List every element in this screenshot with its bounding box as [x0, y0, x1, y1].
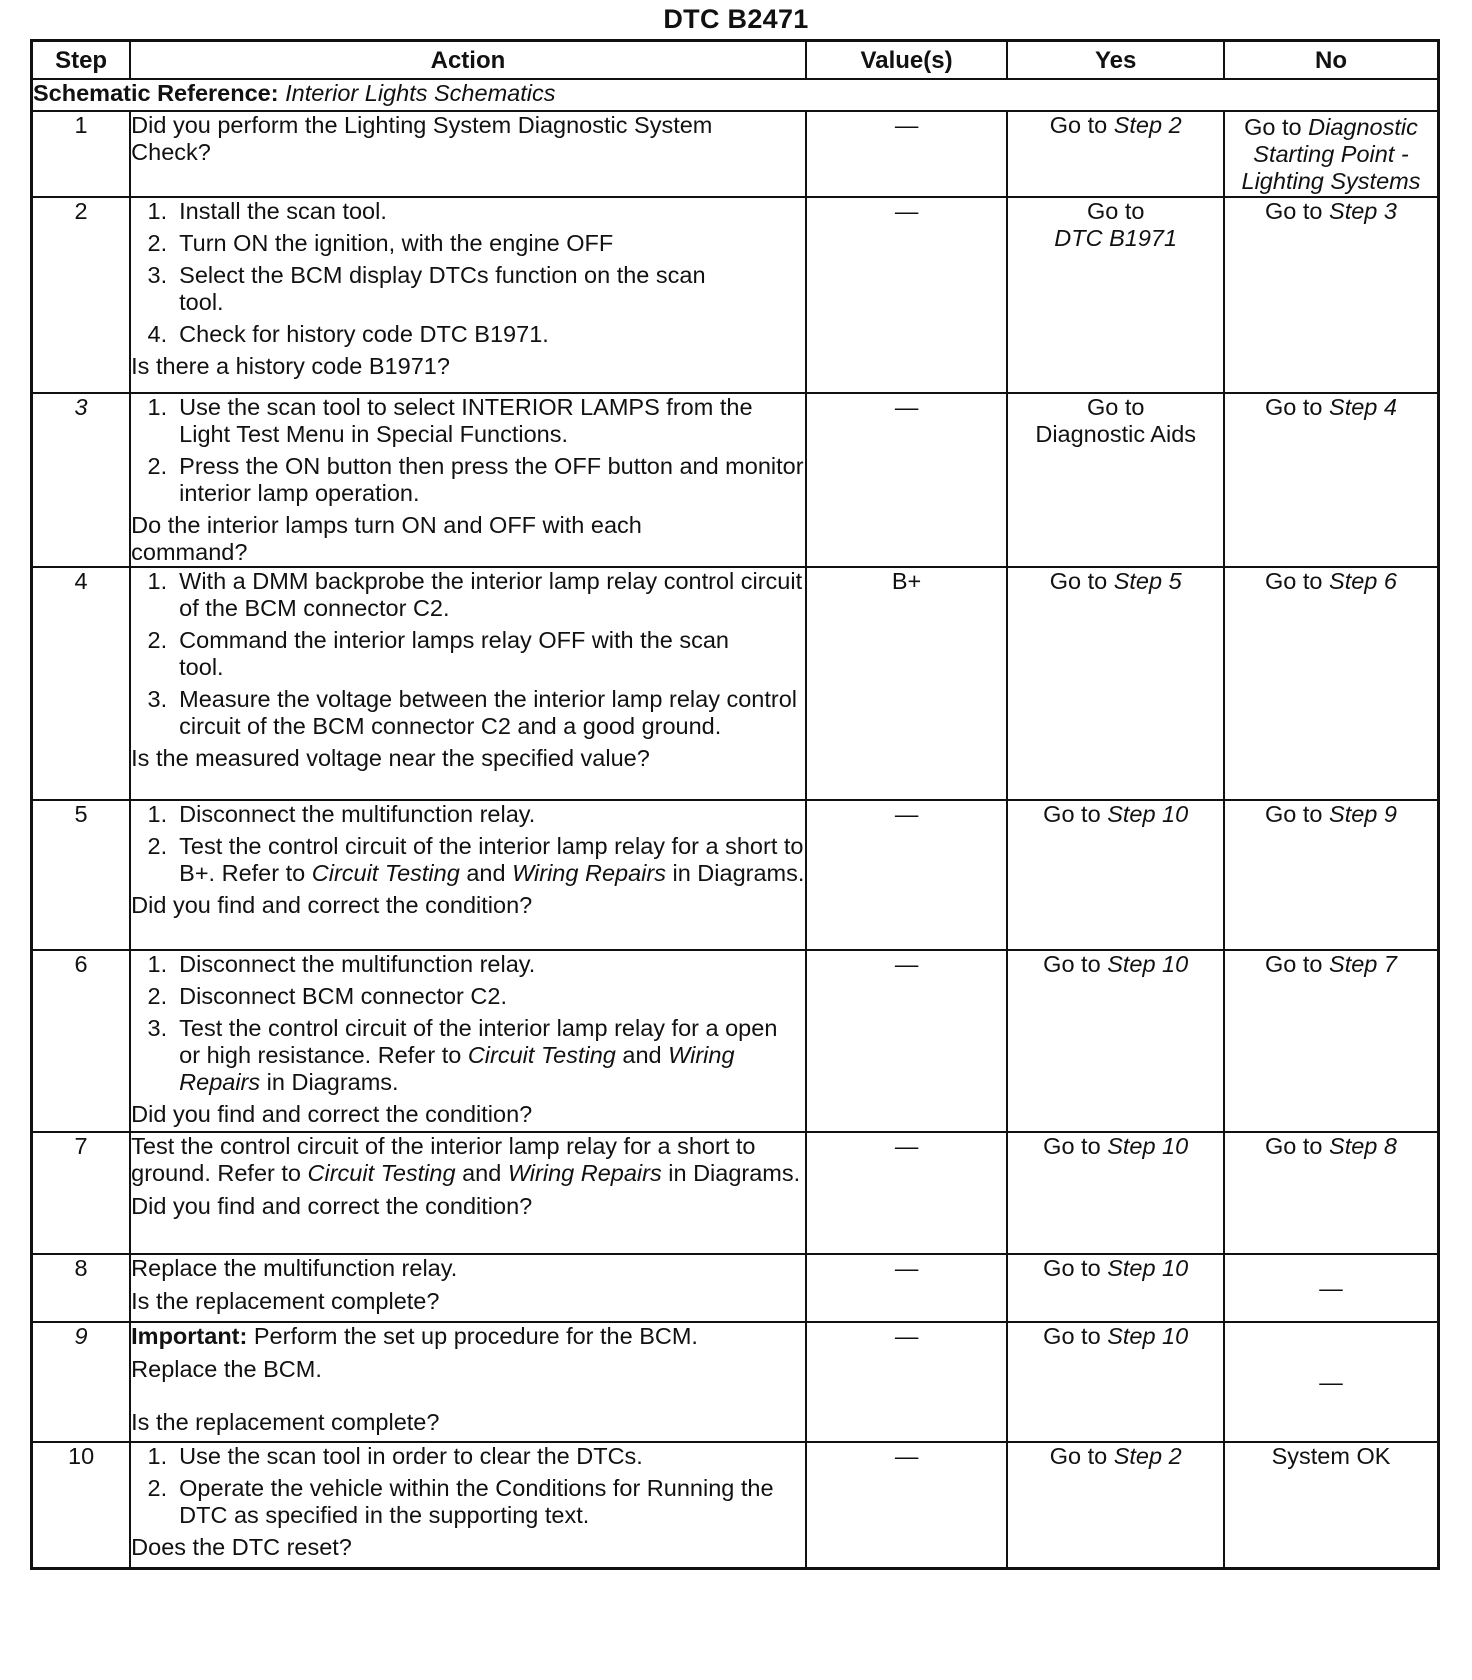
no-cell — [1224, 197, 1439, 393]
no-link[interactable]: Step 4 — [1329, 394, 1397, 420]
yes-link[interactable]: Step 10 — [1107, 951, 1189, 977]
yes-prefix: Go to — [1049, 568, 1108, 594]
reference-link[interactable]: Circuit Testing — [467, 1042, 616, 1068]
list-item: 2. Press the ON button then press the OFF button and monitor interior lamp operation. — [147, 453, 804, 506]
action-cell — [130, 950, 806, 1132]
action-question: Is there a history code B1971? — [131, 353, 450, 379]
value-cell: — — [806, 393, 1008, 567]
table-row — [32, 393, 1439, 567]
instruction-list — [131, 198, 805, 348]
action-question: Did you perform the Lighting System Diagnostic System Check? — [131, 112, 713, 165]
yes-link[interactable]: Step 5 — [1113, 568, 1182, 594]
yes-link[interactable]: Step 10 — [1107, 1133, 1189, 1159]
table-row — [32, 950, 1439, 1132]
yes-prefix: Go to — [1049, 112, 1108, 138]
value-cell: — — [806, 1442, 1008, 1568]
step-number: 3 — [32, 393, 131, 567]
reference-link[interactable]: Circuit Testing — [307, 1160, 456, 1186]
yes-cell — [1007, 1132, 1224, 1254]
no-prefix: Go to — [1265, 198, 1323, 224]
list-item: 2. Test the control circuit of the interior lamp relay for a short to B+. Refer to Circuit Testing and Wiring Repairs in Diagrams. — [147, 833, 805, 886]
no-cell: — — [1224, 1254, 1439, 1322]
list-item: 4. Check for history code DTC B1971. — [147, 321, 549, 347]
action-cell — [130, 567, 806, 800]
yes-cell — [1007, 567, 1224, 800]
no-prefix: Go to — [1265, 801, 1323, 827]
list-item: 2. Turn ON the ignition, with the engine OFF — [147, 230, 614, 256]
no-cell: System OK — [1224, 1442, 1439, 1568]
list-item: 1. Disconnect the multifunction relay. — [147, 801, 536, 827]
yes-prefix: Go to — [1043, 801, 1101, 827]
yes-prefix: Go to — [1049, 1443, 1108, 1469]
yes-cell — [1007, 950, 1224, 1132]
schematic-reference-link[interactable]: Interior Lights Schematics — [285, 80, 556, 106]
action-question: Is the replacement complete? — [131, 1288, 440, 1314]
action-paragraph: Test the control circuit of the interior lamp relay for a short to ground. Refer to Circuit Testing and Wiring Repairs in Diagrams. — [131, 1133, 801, 1186]
table-row — [32, 567, 1439, 800]
list-item: 2. Operate the vehicle within the Conditions for Running the DTC as specified in the supporting text. — [147, 1475, 774, 1528]
step-number: 9 — [32, 1322, 131, 1442]
yes-link[interactable]: Step 2 — [1113, 1443, 1182, 1469]
action-cell — [130, 111, 806, 197]
value-cell: B+ — [806, 567, 1008, 800]
yes-link[interactable]: Step 10 — [1107, 801, 1189, 827]
instruction-list — [131, 1443, 805, 1529]
reference-link[interactable]: Wiring Repairs — [512, 860, 666, 886]
value-cell: — — [806, 1132, 1008, 1254]
value-cell: — — [806, 1254, 1008, 1322]
reference-link[interactable]: Wiring Repairs — [507, 1160, 662, 1186]
no-cell — [1224, 567, 1439, 800]
action-cell — [130, 197, 806, 393]
list-item: 1. Install the scan tool. — [147, 198, 387, 224]
yes-cell — [1007, 197, 1224, 393]
step-number: 2 — [32, 197, 131, 393]
no-link[interactable]: Step 3 — [1329, 198, 1397, 224]
step-number: 1 — [32, 111, 131, 197]
action-line: Replace the BCM. — [131, 1356, 322, 1382]
table-row — [32, 197, 1439, 393]
instruction-list — [131, 568, 805, 740]
yes-cell — [1007, 393, 1224, 567]
column-header-action: Action — [130, 41, 806, 80]
important-note — [131, 1323, 805, 1350]
column-header-step: Step — [32, 41, 131, 80]
yes-prefix: Go to — [1043, 951, 1101, 977]
list-item: 2. Disconnect BCM connector C2. — [147, 983, 507, 1009]
action-cell — [130, 1322, 806, 1442]
reference-link[interactable]: Circuit Testing — [311, 860, 460, 886]
action-cell — [130, 1254, 806, 1322]
no-link[interactable]: Diagnostic Starting Point - Lighting Systems — [1241, 114, 1421, 194]
yes-cell — [1007, 1254, 1224, 1322]
document-title: DTC B2471 — [663, 4, 809, 34]
yes-cell — [1007, 1322, 1224, 1442]
no-prefix: Go to — [1265, 394, 1323, 420]
diagnostic-table — [30, 39, 1440, 1570]
list-item: 3. Test the control circuit of the interior lamp relay for a open or high resistance. Refer to Circuit Testing and Wiring Repairs in Diagrams. — [147, 1015, 778, 1095]
instruction-list — [131, 394, 805, 507]
action-cell — [130, 800, 806, 950]
no-cell — [1224, 800, 1439, 950]
no-cell: — — [1224, 1322, 1439, 1442]
no-prefix: Go to — [1265, 568, 1323, 594]
yes-link[interactable]: DTC B1971 — [1054, 225, 1178, 251]
reference-link[interactable]: Wiring Repairs — [179, 1042, 735, 1095]
value-cell: — — [806, 197, 1008, 393]
step-number: 6 — [32, 950, 131, 1132]
yes-cell — [1007, 1442, 1224, 1568]
no-link[interactable]: Step 6 — [1329, 568, 1397, 594]
schematic-reference-row — [32, 79, 1439, 111]
yes-cell — [1007, 800, 1224, 950]
column-header-values: Value(s) — [806, 41, 1008, 80]
yes-prefix: Go to — [1086, 198, 1145, 224]
step-number: 4 — [32, 567, 131, 800]
yes-link[interactable]: Step 10 — [1107, 1323, 1189, 1349]
no-prefix: Go to — [1265, 1133, 1323, 1159]
list-item: 1. Disconnect the multifunction relay. — [147, 951, 536, 977]
column-header-yes: Yes — [1007, 41, 1224, 80]
action-question: Is the measured voltage near the specified value? — [131, 745, 650, 771]
table-row — [32, 1132, 1439, 1254]
no-link[interactable]: Step 8 — [1329, 1133, 1397, 1159]
important-label: Important: — [131, 1323, 248, 1349]
action-cell — [130, 1132, 806, 1254]
no-cell — [1224, 111, 1439, 197]
yes-text[interactable]: Go to Diagnostic Aids — [1035, 394, 1197, 447]
schematic-reference-label: Schematic Reference: — [33, 80, 279, 106]
diagnostic-table-container — [30, 39, 1440, 1570]
yes-cell — [1007, 111, 1224, 197]
instruction-list — [131, 951, 805, 1096]
list-item: 3. Select the BCM display DTCs function on the scan tool. — [147, 262, 706, 315]
yes-prefix: Go to — [1043, 1133, 1101, 1159]
yes-prefix: Go to — [1043, 1323, 1101, 1349]
list-item: 2. Command the interior lamps relay OFF with the scan tool. — [147, 627, 729, 680]
action-question: Did you find and correct the condition? — [131, 1193, 533, 1219]
action-line: Replace the multifunction relay. — [131, 1255, 458, 1281]
schematic-reference — [32, 79, 1439, 111]
column-header-no: No — [1224, 41, 1439, 80]
list-item: 3. Measure the voltage between the interior lamp relay control circuit of the BCM connector C2 and a good ground. — [147, 686, 798, 739]
table-row — [32, 1254, 1439, 1322]
action-question: Does the DTC reset? — [131, 1534, 352, 1560]
no-cell — [1224, 950, 1439, 1132]
value-cell: — — [806, 950, 1008, 1132]
action-question: Is the replacement complete? — [131, 1409, 440, 1435]
no-link[interactable]: Step 9 — [1329, 801, 1397, 827]
list-item: 1. Use the scan tool to select INTERIOR LAMPS from the Light Test Menu in Special Functions. — [147, 394, 753, 447]
action-cell — [130, 1442, 806, 1568]
action-question: Did you find and correct the condition? — [131, 892, 533, 918]
list-item: 1. Use the scan tool in order to clear the DTCs. — [147, 1443, 643, 1469]
list-item: 1. With a DMM backprobe the interior lamp relay control circuit of the BCM connector C2. — [147, 568, 803, 621]
no-link[interactable]: Step 7 — [1329, 951, 1397, 977]
table-row — [32, 111, 1439, 197]
yes-link[interactable]: Step 2 — [1113, 112, 1182, 138]
value-cell: — — [806, 111, 1008, 197]
table-row — [32, 1322, 1439, 1442]
instruction-list — [131, 801, 805, 887]
step-number: 10 — [32, 1442, 131, 1568]
no-cell — [1224, 393, 1439, 567]
yes-prefix: Go to — [1043, 1255, 1101, 1281]
step-number: 5 — [32, 800, 131, 950]
action-question: Do the interior lamps turn ON and OFF with each command? — [131, 512, 642, 565]
step-number: 7 — [32, 1132, 131, 1254]
step-number: 8 — [32, 1254, 131, 1322]
yes-link[interactable]: Step 10 — [1107, 1255, 1189, 1281]
no-cell — [1224, 1132, 1439, 1254]
no-prefix: Go to — [1265, 951, 1323, 977]
table-row — [32, 1442, 1439, 1568]
value-cell: — — [806, 800, 1008, 950]
value-cell: — — [806, 1322, 1008, 1442]
table-header-row — [32, 41, 1439, 80]
action-question: Did you find and correct the condition? — [131, 1101, 533, 1127]
important-text: Perform the set up procedure for the BCM. — [253, 1323, 698, 1349]
action-cell — [130, 393, 806, 567]
no-prefix: Go to — [1244, 114, 1302, 140]
table-row — [32, 800, 1439, 950]
